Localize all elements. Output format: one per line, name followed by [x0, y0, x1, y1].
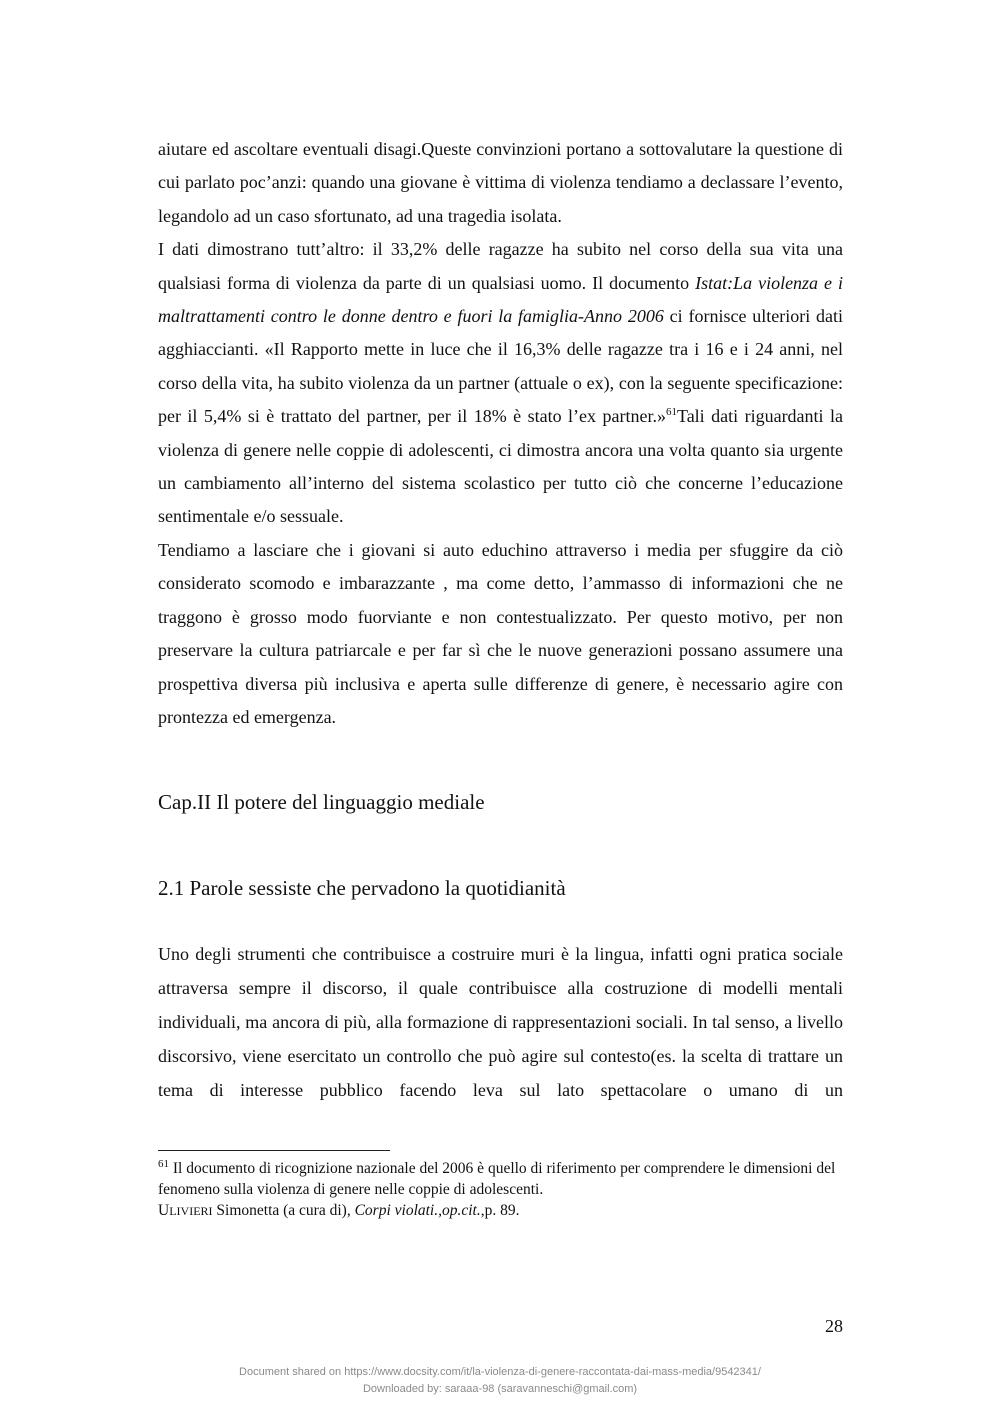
section-paragraph	[158, 937, 843, 1107]
footnote-author	[158, 1202, 213, 1219]
footnote-citation	[158, 1200, 843, 1222]
section-body	[158, 937, 843, 1107]
chapter-heading: Cap.II Il potere del linguaggio mediale	[158, 790, 485, 814]
body-text	[158, 133, 843, 734]
author-after: Simonetta (a cura di),	[212, 1202, 355, 1219]
book-title: Corpi violati.,op.cit.	[354, 1202, 481, 1219]
paragraph-2-part-3: Tali dati riguardanti la violenza di genere nelle coppie di adolescenti, ci dimostra ancora una volta quanto sia urgente un cambiamento all’interno del sistema scolastico per tutto ciò che concerne l’educazione sentimentale e/o sessuale.	[158, 406, 843, 527]
footnote-number: 61	[158, 1157, 169, 1170]
footnote	[158, 1158, 843, 1222]
author-smallcaps: LIVIERI	[169, 1204, 213, 1218]
footnote-text: Il documento di ricognizione nazionale del 2006 è quello di riferimento per comprendere le dimensioni del fenomeno sulla violenza di genere nelle coppie di adolescenti.	[158, 1160, 836, 1198]
section-paragraph-text: Uno degli strumenti che contribuisce a costruire muri è la lingua, infatti ogni pratica sociale attraversa sempre il discorso, il quale contribuisce alla costruzione di modelli mentali individuali, ma ancora di più, alla formazione di rappresentazioni sociali. In tal senso, a livello discorsivo, viene esercitato un controllo che può agire sul contesto(es. la scelta di trattare un tema di interesse pubblico facendo leva sul lato spettacolare o umano di un	[158, 944, 843, 1100]
page-reference: ,p. 89.	[480, 1202, 520, 1219]
paragraph-1	[158, 133, 843, 233]
paragraph-2-part-2: ci fornisce ulteriori dati agghiaccianti. «Il Rapporto mette in luce che il 16,3% delle ragazze tra i 16 e i 24 anni, nel corso della vita, ha subito violenza da un partner (attuale o ex), con la seguente specificazione: per il 5,4% si è trattato del partner, per il 18% è stato l’ex partner.»	[158, 306, 844, 427]
page-number: 28	[825, 1316, 843, 1336]
footnote-divider	[158, 1150, 390, 1151]
watermark-line-2: Downloaded by: saraaa-98 (saravanneschi@gmail.com)	[362, 1383, 638, 1395]
footnote-line-1	[158, 1158, 843, 1200]
paragraph-2-part-1: I dati dimostrano tutt’altro: il 33,2% delle ragazze ha subito nel corso della sua vita una qualsiasi forma di violenza da parte di un qualsiasi uomo. Il documento	[158, 239, 843, 293]
footnote-reference[interactable]: 61	[665, 406, 677, 419]
paragraph-2	[158, 233, 843, 534]
watermark-line-1[interactable]: Document shared on https://www.docsity.com/it/la-violenza-di-genere-raccontata-dai-mass-media/9542341/	[239, 1366, 761, 1378]
paragraph-3	[158, 534, 843, 734]
author-initial: U	[158, 1202, 170, 1219]
document-title-italic: Istat:La violenza e i maltrattamenti contro le donne dentro e fuori la famiglia-Anno 2006	[158, 272, 844, 327]
paragraph-1-text: aiutare ed ascoltare eventuali disagi.Queste convinzioni portano a sottovalutare la questione di cui parlato poc’anzi: quando una giovane è vittima di violenza tendiamo a declassare l’evento, legandolo ad un caso sfortunato, ad una tragedia isolata.	[158, 139, 843, 226]
paragraph-3-text: Tendiamo a lasciare che i giovani si auto educhino attraverso i media per sfuggire da ciò considerato scomodo e imbarazzante , ma come detto, l’ammasso di informazioni che ne traggono è grosso modo fuorviante e non contestualizzato. Per questo motivo, per non preservare la cultura patriarcale e per far sì che le nuove generazioni possano assumere una prospettiva diversa più inclusiva e aperta sulle differenze di genere, è necessario agire con prontezza ed emergenza.	[158, 539, 843, 727]
section-heading: 2.1 Parole sessiste che pervadono la quotidianità	[158, 876, 566, 900]
